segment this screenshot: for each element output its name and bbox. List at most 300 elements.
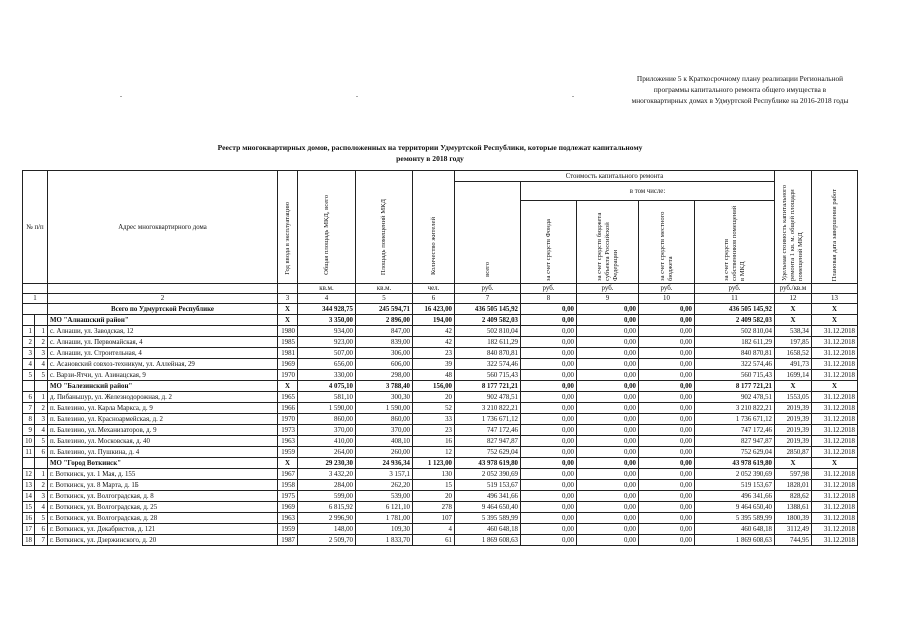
document-title — [180, 142, 680, 164]
unit-cell: кв.м. — [356, 284, 413, 294]
cell-res: 33 — [413, 414, 455, 425]
cell-local: 0,00 — [639, 502, 695, 513]
cell-unit: 197,85 — [775, 337, 812, 348]
cell-date: 31.12.2018 — [812, 403, 858, 414]
cell-a: 10 — [23, 436, 35, 447]
cell-total: 436 505 145,92 — [455, 304, 521, 315]
cell-own: 2 409 582,03 — [695, 315, 775, 326]
cell-a: 4 — [23, 359, 35, 370]
cell-subj: 0,00 — [577, 381, 639, 392]
cell-local: 0,00 — [639, 304, 695, 315]
total-row — [23, 304, 858, 315]
cell-addr: с. Алнаши, ул. Заводская, 12 — [48, 326, 278, 337]
cell-addr: г. Воткинск, ул. Декабристов, д. 121 — [48, 524, 278, 535]
cell-local: 0,00 — [639, 447, 695, 458]
cell-a: 16 — [23, 513, 35, 524]
cell-local: 0,00 — [639, 348, 695, 359]
cell-prem: 300,30 — [356, 392, 413, 403]
col-header-cost-group: Стоимость капитального ремонта — [455, 171, 775, 182]
cell-year: 1980 — [278, 326, 298, 337]
dot-mark: . — [572, 90, 574, 99]
table-row — [23, 513, 858, 524]
cell-subj: 0,00 — [577, 315, 639, 326]
cell-b: 5 — [35, 370, 48, 381]
cell-local: 0,00 — [639, 403, 695, 414]
cell-res: 42 — [413, 326, 455, 337]
cell-subj: 0,00 — [577, 348, 639, 359]
cell-own: 902 478,51 — [695, 392, 775, 403]
cell-year: 1963 — [278, 513, 298, 524]
cell-own: 43 978 619,80 — [695, 458, 775, 469]
cell-fund: 0,00 — [521, 513, 577, 524]
cell-local: 0,00 — [639, 458, 695, 469]
cell-own: 322 574,46 — [695, 359, 775, 370]
cell-area: 3 432,20 — [298, 469, 356, 480]
unit-cell: руб. — [695, 284, 775, 294]
cell-a: 1 — [23, 326, 35, 337]
cell-a: 7 — [23, 403, 35, 414]
cell-fund: 0,00 — [521, 491, 577, 502]
cell-addr: с. Варзи-Ятчи, ул. Азинацская, 9 — [48, 370, 278, 381]
cell-a: 5 — [23, 370, 35, 381]
col-header-subject-budget — [577, 201, 639, 284]
cell-a: 17 — [23, 524, 35, 535]
cell-a: 9 — [23, 425, 35, 436]
cell-a — [23, 381, 35, 392]
unit-cell: руб./кв.м — [775, 284, 812, 294]
table-row — [23, 414, 858, 425]
cell-total: 3 210 822,21 — [455, 403, 521, 414]
col-header-including: в том числе: — [521, 182, 775, 201]
cell-prem: 6 121,10 — [356, 502, 413, 513]
cell-date: 31.12.2018 — [812, 337, 858, 348]
col-header-fund-text: за счет средств Фонда — [544, 218, 552, 281]
cell-date: 31.12.2018 — [812, 447, 858, 458]
cell-a: 15 — [23, 502, 35, 513]
cell-date: X — [812, 315, 858, 326]
cell-b — [35, 381, 48, 392]
col-header-year — [278, 171, 298, 284]
cell-date: 31.12.2018 — [812, 535, 858, 546]
cell-year: 1967 — [278, 469, 298, 480]
cell-date: 31.12.2018 — [812, 436, 858, 447]
cell-local: 0,00 — [639, 436, 695, 447]
cell-fund: 0,00 — [521, 392, 577, 403]
cell-unit: 1800,39 — [775, 513, 812, 524]
cell-own: 3 210 822,21 — [695, 403, 775, 414]
cell-prem: 3 788,40 — [356, 381, 413, 392]
cell-total: 2 052 390,69 — [455, 469, 521, 480]
cell-prem: 1 833,70 — [356, 535, 413, 546]
cell-res: 42 — [413, 337, 455, 348]
cell-subj: 0,00 — [577, 458, 639, 469]
cell-unit: X — [775, 458, 812, 469]
cell-prem: 306,00 — [356, 348, 413, 359]
cell-own: 560 715,43 — [695, 370, 775, 381]
cell-local: 0,00 — [639, 414, 695, 425]
cell-addr: п. Балезино, ул. Карла Маркса, д. 9 — [48, 403, 278, 414]
cell-subj: 0,00 — [577, 480, 639, 491]
cell-res: 48 — [413, 370, 455, 381]
cell-addr: с. Алнаши, ул. Первомайская, 4 — [48, 337, 278, 348]
col-number: 1 — [23, 294, 48, 304]
cell-addr: п. Балезино, ул. Механизаторов, д. 9 — [48, 425, 278, 436]
cell-own: 519 153,67 — [695, 480, 775, 491]
col-header-address: Адрес многоквартирного дома — [48, 171, 278, 284]
cell-b: 5 — [35, 513, 48, 524]
col-number: 12 — [775, 294, 812, 304]
cell-area: 923,00 — [298, 337, 356, 348]
cell-fund: 0,00 — [521, 458, 577, 469]
cell-area: 1 590,00 — [298, 403, 356, 414]
cell-year: 1969 — [278, 359, 298, 370]
cell-res: 15 — [413, 480, 455, 491]
table-row — [23, 535, 858, 546]
col-number: 4 — [298, 294, 356, 304]
cell-year: 1966 — [278, 403, 298, 414]
cell-unit: 597,98 — [775, 469, 812, 480]
cell-year: 1959 — [278, 447, 298, 458]
cell-fund: 0,00 — [521, 348, 577, 359]
cell-date: 31.12.2018 — [812, 348, 858, 359]
cell-b: 7 — [35, 535, 48, 546]
cell-total: 840 870,81 — [455, 348, 521, 359]
cell-fund: 0,00 — [521, 469, 577, 480]
unit-cell — [48, 284, 278, 294]
cell-area: 3 350,00 — [298, 315, 356, 326]
cell-b: 3 — [35, 491, 48, 502]
cell-total: 1 736 671,12 — [455, 414, 521, 425]
cell-addr: п. Балезино, ул. Московская, д. 40 — [48, 436, 278, 447]
cell-b: 4 — [35, 502, 48, 513]
cell-prem: 539,00 — [356, 491, 413, 502]
cell-fund: 0,00 — [521, 403, 577, 414]
cell-addr: МО "Балезинский район" — [48, 381, 278, 392]
cell-addr: г. Воткинск, ул. Волгоградская, д. 28 — [48, 513, 278, 524]
cell-subj: 0,00 — [577, 469, 639, 480]
col-number: 6 — [413, 294, 455, 304]
cell-res: 20 — [413, 491, 455, 502]
cell-b: 2 — [35, 480, 48, 491]
cell-area: 29 230,30 — [298, 458, 356, 469]
title-line: Реестр многоквартирных домов, расположенных на территории Удмуртской Республики, которые подлежат капитальному — [217, 143, 643, 152]
cell-addr: МО "Алнашский район" — [48, 315, 278, 326]
cell-unit: 1388,61 — [775, 502, 812, 513]
cell-local: 0,00 — [639, 513, 695, 524]
cell-res: 130 — [413, 469, 455, 480]
cell-total: 560 715,43 — [455, 370, 521, 381]
col-number: 5 — [356, 294, 413, 304]
col-header-total-text: всего — [483, 261, 491, 277]
cell-unit: X — [775, 315, 812, 326]
table-row — [23, 480, 858, 491]
cell-b: 6 — [35, 524, 48, 535]
cell-own: 436 505 145,92 — [695, 304, 775, 315]
col-header-residents — [413, 171, 455, 284]
col-header-total-area-text: Общая площадь МКД, всего — [322, 195, 330, 275]
cell-own: 827 947,87 — [695, 436, 775, 447]
col-header-residents-text: Количество жителей — [429, 217, 437, 275]
cell-area: 344 928,75 — [298, 304, 356, 315]
cell-area: 264,00 — [298, 447, 356, 458]
table-row — [23, 436, 858, 447]
cell-prem: 298,00 — [356, 370, 413, 381]
cell-b — [35, 315, 48, 326]
table-row — [23, 359, 858, 370]
unit-cell: руб. — [521, 284, 577, 294]
cell-total: 496 341,66 — [455, 491, 521, 502]
cell-a: 11 — [23, 447, 35, 458]
cell-area: 330,00 — [298, 370, 356, 381]
cell-local: 0,00 — [639, 535, 695, 546]
cell-unit: 2850,87 — [775, 447, 812, 458]
cell-year: 1970 — [278, 414, 298, 425]
cell-date: X — [812, 304, 858, 315]
cell-unit: X — [775, 381, 812, 392]
cell-year: 1965 — [278, 392, 298, 403]
cell-a: 2 — [23, 337, 35, 348]
cell-unit: 538,34 — [775, 326, 812, 337]
cell-prem: 109,30 — [356, 524, 413, 535]
col-number: 11 — [695, 294, 775, 304]
cell-total: 519 153,67 — [455, 480, 521, 491]
cell-prem: 839,00 — [356, 337, 413, 348]
cell-res: 194,00 — [413, 315, 455, 326]
cell-total: 182 611,29 — [455, 337, 521, 348]
table-row — [23, 370, 858, 381]
unit-cell: руб. — [577, 284, 639, 294]
table-row — [23, 425, 858, 436]
col-header-owners-text: за счет средств собственников помещений в МКД — [722, 205, 746, 281]
cell-year: 1975 — [278, 491, 298, 502]
cell-addr: г. Воткинск, ул. 8 Марта, д. 1Б — [48, 480, 278, 491]
cell-a: 13 — [23, 480, 35, 491]
cell-own: 840 870,81 — [695, 348, 775, 359]
cell-total: 747 172,46 — [455, 425, 521, 436]
cell-res: 12 — [413, 447, 455, 458]
cell-year: X — [278, 458, 298, 469]
cell-fund: 0,00 — [521, 337, 577, 348]
cell-own: 2 052 390,69 — [695, 469, 775, 480]
cell-total: 502 810,04 — [455, 326, 521, 337]
cell-unit: 2019,39 — [775, 436, 812, 447]
cell-year: 1985 — [278, 337, 298, 348]
cell-unit: 1553,05 — [775, 392, 812, 403]
cell-date: 31.12.2018 — [812, 491, 858, 502]
cell-date: 31.12.2018 — [812, 524, 858, 535]
cell-prem: 245 594,71 — [356, 304, 413, 315]
cell-total: 460 648,18 — [455, 524, 521, 535]
cell-fund: 0,00 — [521, 359, 577, 370]
cell-date: 31.12.2018 — [812, 326, 858, 337]
cell-total: 2 409 582,03 — [455, 315, 521, 326]
col-number: 2 — [48, 294, 278, 304]
cell-year: X — [278, 304, 298, 315]
cell-addr: п. Балезино, ул. Пушкина, д. 4 — [48, 447, 278, 458]
cell-own: 1 869 608,63 — [695, 535, 775, 546]
cell-subj: 0,00 — [577, 513, 639, 524]
cell-unit: 1699,14 — [775, 370, 812, 381]
cell-unit: 2019,39 — [775, 403, 812, 414]
cell-unit: X — [775, 304, 812, 315]
cell-area: 148,00 — [298, 524, 356, 535]
table-row — [23, 447, 858, 458]
cell-a — [23, 458, 35, 469]
cell-year: 1959 — [278, 524, 298, 535]
cell-prem: 260,00 — [356, 447, 413, 458]
cell-subj: 0,00 — [577, 447, 639, 458]
cell-local: 0,00 — [639, 326, 695, 337]
cell-a: 14 — [23, 491, 35, 502]
cell-local: 0,00 — [639, 359, 695, 370]
cell-res: 4 — [413, 524, 455, 535]
registry-table — [22, 170, 858, 546]
cell-res: 52 — [413, 403, 455, 414]
cell-num — [23, 304, 48, 315]
title-line: ремонту в 2018 году — [396, 154, 464, 163]
cell-total: 9 464 650,40 — [455, 502, 521, 513]
cell-res: 278 — [413, 502, 455, 513]
cell-date: 31.12.2018 — [812, 480, 858, 491]
cell-date: X — [812, 381, 858, 392]
cell-subj: 0,00 — [577, 535, 639, 546]
cell-res: 23 — [413, 425, 455, 436]
cell-date: 31.12.2018 — [812, 359, 858, 370]
cell-subj: 0,00 — [577, 304, 639, 315]
cell-own: 5 395 589,99 — [695, 513, 775, 524]
cell-area: 370,00 — [298, 425, 356, 436]
cell-total: 1 869 608,63 — [455, 535, 521, 546]
cell-total: 902 478,51 — [455, 392, 521, 403]
cell-res: 107 — [413, 513, 455, 524]
cell-own: 182 611,29 — [695, 337, 775, 348]
unit-cell — [23, 284, 48, 294]
cell-subj: 0,00 — [577, 502, 639, 513]
col-header-premises-area-text: Площадь помещений МКД — [380, 198, 387, 275]
cell-unit: 1828,01 — [775, 480, 812, 491]
cell-year: 1970 — [278, 370, 298, 381]
col-header-unit-cost — [775, 171, 812, 284]
cell-b: 1 — [35, 326, 48, 337]
col-header-local-budget — [639, 201, 695, 284]
cell-addr: г. Воткинск, ул. 1 Мая, д. 155 — [48, 469, 278, 480]
cell-b: 4 — [35, 359, 48, 370]
cell-local: 0,00 — [639, 425, 695, 436]
col-number: 3 — [278, 294, 298, 304]
cell-unit: 3112,49 — [775, 524, 812, 535]
cell-fund: 0,00 — [521, 381, 577, 392]
cell-area: 599,00 — [298, 491, 356, 502]
cell-total: 827 947,87 — [455, 436, 521, 447]
cell-res: 156,00 — [413, 381, 455, 392]
cell-res: 16 — [413, 436, 455, 447]
cell-fund: 0,00 — [521, 447, 577, 458]
unit-cell — [812, 284, 858, 294]
cell-res: 23 — [413, 348, 455, 359]
cell-a: 8 — [23, 414, 35, 425]
cell-b: 6 — [35, 447, 48, 458]
cell-b: 1 — [35, 392, 48, 403]
cell-b: 3 — [35, 414, 48, 425]
group-row — [23, 315, 858, 326]
cell-unit: 2019,39 — [775, 425, 812, 436]
unit-cell: чел. — [413, 284, 455, 294]
cell-a: 6 — [23, 392, 35, 403]
cell-prem: 370,00 — [356, 425, 413, 436]
cell-res: 20 — [413, 392, 455, 403]
unit-cell: руб. — [639, 284, 695, 294]
table-row — [23, 524, 858, 535]
cell-prem: 24 936,34 — [356, 458, 413, 469]
cell-prem: 1 590,00 — [356, 403, 413, 414]
cell-a: 18 — [23, 535, 35, 546]
table-row — [23, 502, 858, 513]
cell-local: 0,00 — [639, 392, 695, 403]
cell-area: 934,00 — [298, 326, 356, 337]
cell-area: 2 509,70 — [298, 535, 356, 546]
col-header-total — [455, 182, 521, 284]
col-header-owners — [695, 201, 775, 284]
cell-unit: 1658,52 — [775, 348, 812, 359]
appendix-note — [590, 73, 890, 106]
cell-total: 322 574,46 — [455, 359, 521, 370]
cell-subj: 0,00 — [577, 370, 639, 381]
cell-area: 410,00 — [298, 436, 356, 447]
table-row — [23, 326, 858, 337]
cell-fund: 0,00 — [521, 502, 577, 513]
cell-year: X — [278, 315, 298, 326]
cell-prem: 408,10 — [356, 436, 413, 447]
cell-local: 0,00 — [639, 370, 695, 381]
dot-mark: . — [356, 90, 358, 99]
col-header-planned-date — [812, 171, 858, 284]
cell-addr: г. Воткинск, ул. Волгоградская, д. 8 — [48, 491, 278, 502]
cell-local: 0,00 — [639, 469, 695, 480]
cell-prem: 847,00 — [356, 326, 413, 337]
table-row — [23, 403, 858, 414]
cell-addr: г. Воткинск, ул. Дзержинского, д. 20 — [48, 535, 278, 546]
col-number: 13 — [812, 294, 858, 304]
cell-fund: 0,00 — [521, 315, 577, 326]
cell-area: 507,00 — [298, 348, 356, 359]
dot-mark: . — [120, 90, 122, 99]
cell-a — [23, 315, 35, 326]
cell-addr: Всего по Удмуртской Республике — [48, 304, 278, 315]
cell-addr: г. Воткинск, ул. Волгоградская, д. 25 — [48, 502, 278, 513]
cell-fund: 0,00 — [521, 535, 577, 546]
table-body — [23, 304, 858, 546]
col-header-planned-date-text: Плановая дата завершения работ — [830, 188, 838, 281]
cell-addr: д. Пибаньшур, ул. Железнодорожная, д. 2 — [48, 392, 278, 403]
cell-prem: 606,00 — [356, 359, 413, 370]
appendix-line: многоквартирных домах в Удмуртской Республике на 2016-2018 годы — [631, 96, 849, 105]
cell-prem: 860,00 — [356, 414, 413, 425]
unit-cell — [278, 284, 298, 294]
cell-res: 61 — [413, 535, 455, 546]
cell-date: 31.12.2018 — [812, 513, 858, 524]
table-row — [23, 491, 858, 502]
table-row — [23, 337, 858, 348]
cell-date: 31.12.2018 — [812, 425, 858, 436]
cell-subj: 0,00 — [577, 524, 639, 535]
cell-b: 2 — [35, 337, 48, 348]
cell-b: 5 — [35, 436, 48, 447]
cell-own: 9 464 650,40 — [695, 502, 775, 513]
cell-area: 2 996,90 — [298, 513, 356, 524]
cell-local: 0,00 — [639, 524, 695, 535]
cell-year: 1958 — [278, 480, 298, 491]
col-header-premises-area — [356, 171, 413, 284]
